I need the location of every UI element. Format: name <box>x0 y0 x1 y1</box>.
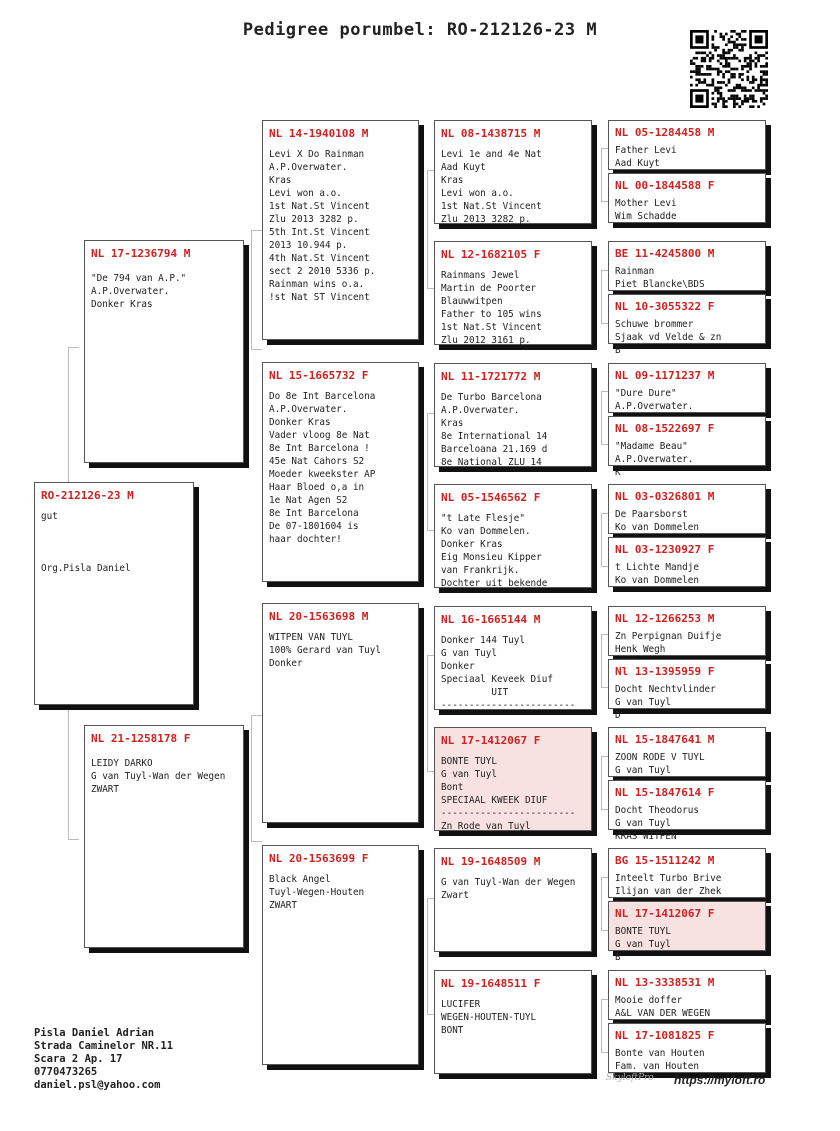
detail-line: Zlu 2013 3282 p. <box>441 214 531 225</box>
ring-number: NL 03-0326801 M <box>615 490 715 503</box>
pigeon-details <box>435 391 591 469</box>
detail-line: Donker Kras <box>91 299 153 310</box>
pigeon-details <box>435 876 591 902</box>
detail-line: !st Nat ST Vincent <box>269 292 370 303</box>
ring-number: NL 15-1847641 M <box>615 733 715 746</box>
detail-line: Zlu 2013 3282 p. <box>269 214 359 225</box>
detail-line: G van Tuyl <box>615 818 671 829</box>
detail-line: 1st Nat.St Vincent <box>269 201 370 212</box>
detail-line: Dochter uit bekende <box>441 578 548 589</box>
ring-number: NL 17-1236794 M <box>91 247 191 260</box>
pigeon-details <box>609 1047 765 1073</box>
detail-line: Donker Kras <box>269 417 331 428</box>
website-link[interactable]: https://myloft.ro <box>674 1073 766 1087</box>
detail-line: G van Tuyl <box>441 769 497 780</box>
detail-line: De Turbo Barcelona <box>441 392 542 403</box>
detail-line: Bont <box>441 782 464 793</box>
detail-line: Zn Rode van Tuyl <box>441 821 531 832</box>
detail-line: sect 2 2010 5336 p. <box>269 266 376 277</box>
detail-line: Barceloana 21.169 d <box>441 444 548 455</box>
detail-line: Kras <box>441 418 464 429</box>
sire-card[interactable] <box>84 240 244 463</box>
detail-line: Zlu 2012 3161 p. <box>441 335 531 346</box>
detail-line: Wim Schadde <box>615 211 677 222</box>
tree-connector <box>251 230 262 350</box>
detail-line: ZWART <box>269 900 297 911</box>
detail-line: Speciaal Keveek Diuf <box>441 674 553 685</box>
detail-line: "De 794 van A.P." <box>91 273 187 284</box>
great-great-grandparent-card[interactable] <box>608 241 766 291</box>
detail-line: Levi X Do Rainman <box>269 149 365 160</box>
ring-number: NL 20-1563698 M <box>269 610 369 623</box>
detail-line: ZWART <box>91 784 119 795</box>
great-great-grandparent-card[interactable] <box>608 780 766 842</box>
great-grandparent-card[interactable] <box>434 241 592 345</box>
detail-line: Father Levi <box>615 145 677 156</box>
grandparent-card[interactable] <box>262 603 419 823</box>
detail-line: WITPEN VAN TUYL <box>269 632 353 643</box>
pigeon-details <box>435 755 591 833</box>
detail-line: A&L VAN DER WEGEN <box>615 1008 711 1019</box>
detail-line: Zwart <box>441 890 469 901</box>
ring-number: NL 21-1258178 F <box>91 732 191 745</box>
detail-line: B <box>615 345 621 356</box>
ring-number: BG 15-1511242 M <box>615 854 715 867</box>
great-grandparent-card[interactable] <box>434 484 592 588</box>
ring-number: NL 15-1665732 F <box>269 369 369 382</box>
detail-line: 8e Int Barcelona <box>269 508 359 519</box>
detail-line: Inteelt Turbo Brive <box>615 873 722 884</box>
pigeon-details <box>609 197 765 223</box>
detail-line: G van Tuyl <box>615 765 671 776</box>
ring-number: NL 09-1171237 M <box>615 369 715 382</box>
ring-number: NL 19-1648509 M <box>441 855 541 868</box>
pigeon-details <box>85 272 243 311</box>
detail-line: 45e Nat Cahors S2 <box>269 456 365 467</box>
detail-line: 1e Nat Agen S2 <box>269 495 348 506</box>
great-great-grandparent-card[interactable] <box>608 901 766 963</box>
detail-line: Rainman <box>615 266 655 277</box>
detail-line: ZOON RODE V TUYL <box>615 752 705 763</box>
detail-line: BONT <box>441 1025 464 1036</box>
detail-line: 100% Gerard van Tuyl <box>269 645 381 656</box>
pigeon-details <box>609 561 765 587</box>
great-great-grandparent-card[interactable] <box>608 120 766 170</box>
detail-line: Haar Bloed o,a in <box>269 482 365 493</box>
great-great-grandparent-card[interactable] <box>608 970 766 1020</box>
great-great-grandparent-card[interactable] <box>608 537 766 587</box>
detail-line: 5th Int.St Vincent <box>269 227 370 238</box>
owner-line: Pisla Daniel Adrian <box>34 1027 155 1039</box>
detail-line: A.P.Overwater. <box>441 405 520 416</box>
detail-line: Black Angel <box>269 874 331 885</box>
detail-line: Ilijan van der Zhek <box>615 886 722 897</box>
signature: SkyloftPro <box>606 1073 654 1083</box>
great-great-grandparent-card[interactable] <box>608 606 766 656</box>
detail-line: Do 8e Int Barcelona <box>269 391 376 402</box>
detail-line: Docht Theodorus <box>615 805 699 816</box>
grandparent-card[interactable] <box>262 362 419 582</box>
detail-line: 8e National ZLU 14 <box>441 457 542 468</box>
ring-number: NL 13-3338531 M <box>615 976 715 989</box>
ring-number: NL 05-1284458 M <box>615 126 715 139</box>
pigeon-details <box>263 148 418 304</box>
detail-line: Levi won a.o. <box>269 188 342 199</box>
detail-line: Ko van Dommelen <box>615 575 699 586</box>
detail-line: "Dure Dure" <box>615 388 677 399</box>
detail-line: Rainmans Jewel <box>441 270 520 281</box>
detail-line: Zn Perpignan Duifje <box>615 631 722 642</box>
detail-line: "Madame Beau" <box>615 441 688 452</box>
pigeon-details <box>435 512 591 590</box>
detail-line: Donker 144 Tuyl <box>441 635 525 646</box>
detail-line: van Frankrijk. <box>441 565 520 576</box>
dam-card[interactable] <box>84 725 244 948</box>
owner-line: 0770473265 <box>34 1066 98 1078</box>
ring-number: NL 17-1412067 F <box>441 734 541 747</box>
great-great-grandparent-card[interactable] <box>608 659 766 721</box>
detail-line: 2013 10.944 p. <box>269 240 348 251</box>
detail-line: Henk Wegh <box>615 644 666 655</box>
detail-line: Donker Kras <box>441 539 503 550</box>
detail-line: gut <box>41 511 58 522</box>
detail-line: Moeder kweekster AP <box>269 469 376 480</box>
ring-number: Nl 13-1395959 F <box>615 665 715 678</box>
detail-line: Kras <box>269 175 292 186</box>
ring-number: NL 10-3055322 F <box>615 300 715 313</box>
detail-line: Mother Levi <box>615 198 677 209</box>
pigeon-details <box>85 757 243 796</box>
great-great-grandparent-card[interactable] <box>608 294 766 356</box>
ring-number: NL 08-1438715 M <box>441 127 541 140</box>
pigeon-details <box>435 998 591 1037</box>
pigeon-details <box>35 510 193 575</box>
great-grandparent-card[interactable] <box>434 120 592 224</box>
detail-line: Ko van Dommelen. <box>441 526 531 537</box>
pigeon-details <box>609 925 765 964</box>
ring-number: RO-212126-23 M <box>41 489 134 502</box>
great-great-grandparent-card[interactable] <box>608 416 766 478</box>
detail-line: Tuyl-Wegen-Houten <box>269 887 365 898</box>
detail-line: A.P.Overwater. <box>91 286 170 297</box>
ring-number: NL 11-1721772 M <box>441 370 541 383</box>
great-grandparent-card[interactable] <box>434 848 592 952</box>
owner-info <box>34 1027 173 1092</box>
detail-line: B <box>615 952 621 963</box>
great-great-grandparent-card[interactable] <box>608 848 766 898</box>
detail-line: Donker <box>441 661 475 672</box>
ring-number: NL 14-1940108 M <box>269 127 369 140</box>
ring-number: NL 00-1844588 F <box>615 179 715 192</box>
detail-line: Schuwe brommer <box>615 319 694 330</box>
ring-number: NL 12-1682105 F <box>441 248 541 261</box>
pigeon-details <box>435 634 591 712</box>
detail-line: K <box>615 467 621 478</box>
pigeon-details <box>263 873 418 912</box>
detail-line: "t Late Flesje" <box>441 513 525 524</box>
detail-line: Vader vloog 8e Nat <box>269 430 370 441</box>
detail-line: G van Tuyl-Wan der Wegen <box>441 877 576 888</box>
detail-line: BONTE TUYL <box>615 926 671 937</box>
detail-line: Sjaak vd Velde & zn <box>615 332 722 343</box>
detail-line: LEIDY DARKO <box>91 758 153 769</box>
detail-line: 1st Nat.St Vincent <box>441 322 542 333</box>
pigeon-details <box>435 148 591 226</box>
detail-line: De 07-1801604 is <box>269 521 359 532</box>
detail-line: Eig Monsieu Kipper <box>441 552 542 563</box>
grandparent-card[interactable] <box>262 845 419 1065</box>
detail-line: Docht Nechtvlinder <box>615 684 716 695</box>
detail-line: t Lichte Mandje <box>615 562 699 573</box>
detail-line: De Paarsborst <box>615 509 688 520</box>
detail-line: 8e Int Barcelona ! <box>269 443 370 454</box>
ring-number: NL 03-1230927 F <box>615 543 715 556</box>
detail-line: KRAS WITPEN <box>615 831 677 842</box>
ring-number: NL 08-1522697 F <box>615 422 715 435</box>
detail-line: Kras <box>441 175 464 186</box>
tree-connector <box>251 715 262 842</box>
qr-code-icon <box>690 30 768 108</box>
detail-line: Father to 105 wins <box>441 309 542 320</box>
detail-line: G van Tuyl <box>615 939 671 950</box>
pigeon-details <box>609 318 765 357</box>
detail-line: Fam. van Houten <box>615 1061 699 1072</box>
detail-line: Donker <box>269 658 303 669</box>
detail-line: D <box>615 710 621 721</box>
owner-line: Scara 2 Ap. 17 <box>34 1053 123 1065</box>
pigeon-details <box>609 440 765 479</box>
detail-line: ------------------------ <box>441 808 576 819</box>
detail-line: Ko van Dommelen <box>615 522 699 533</box>
detail-line <box>41 549 193 562</box>
grandparent-card[interactable] <box>262 120 419 340</box>
detail-line: LUCIFER <box>441 999 481 1010</box>
great-great-grandparent-card[interactable] <box>608 484 766 534</box>
ring-number: NL 19-1648511 F <box>441 977 541 990</box>
detail-line: WEGEN-HOUTEN-TUYL <box>441 1012 537 1023</box>
owner-line: daniel.psl@yahoo.com <box>34 1079 161 1091</box>
detail-line: Aad Kuyt <box>441 162 486 173</box>
detail-line: SPECIAAL KWEEK DIUF <box>441 795 548 806</box>
detail-line: Martin de Poorter <box>441 283 537 294</box>
great-grandparent-card[interactable] <box>434 606 592 710</box>
detail-line: ------------------------ <box>441 700 576 711</box>
detail-line: 8e International 14 <box>441 431 548 442</box>
detail-line: Org.Pisla Daniel <box>41 563 131 574</box>
detail-line: Aad Kuyt <box>615 158 660 169</box>
detail-line: UIT <box>441 687 509 698</box>
pigeon-details <box>435 269 591 347</box>
great-grandparent-card[interactable] <box>434 970 592 1074</box>
great-great-grandparent-card[interactable] <box>608 727 766 777</box>
ring-number: NL 05-1546562 F <box>441 491 541 504</box>
detail-line: Piet Blancke\BDS <box>615 279 705 290</box>
ring-number: NL 15-1847614 F <box>615 786 715 799</box>
detail-line: Mooie doffer <box>615 995 683 1006</box>
ring-number: BE 11-4245800 M <box>615 247 715 260</box>
ring-number: NL 17-1412067 F <box>615 907 715 920</box>
pigeon-details <box>609 683 765 722</box>
detail-line: A.P.Overwater. <box>269 404 348 415</box>
owner-line: Strada Caminelor NR.11 <box>34 1040 174 1052</box>
ring-number: NL 17-1081825 F <box>615 1029 715 1042</box>
detail-line: BONTE TUYL <box>441 756 497 767</box>
great-grandparent-card[interactable] <box>434 727 592 831</box>
ring-number: NL 12-1266253 M <box>615 612 715 625</box>
detail-line: 4th Nat.St Vincent <box>269 253 370 264</box>
detail-line: G van Tuyl-Wan der Wegen <box>91 771 226 782</box>
detail-line: G van Tuyl <box>615 697 671 708</box>
detail-line: A.P.Overwater. <box>615 454 694 465</box>
great-great-grandparent-card[interactable] <box>608 173 766 223</box>
detail-line: haar dochter! <box>269 534 342 545</box>
ring-number: NL 16-1665144 M <box>441 613 541 626</box>
detail-line: 1st Nat.St Vincent <box>441 201 542 212</box>
detail-line: Levi 1e and 4e Nat <box>441 149 542 160</box>
detail-line <box>41 523 193 536</box>
pigeon-details <box>263 390 418 546</box>
great-great-grandparent-card[interactable] <box>608 363 766 413</box>
subject-pigeon-card[interactable] <box>34 482 194 705</box>
ring-number: NL 20-1563699 F <box>269 852 369 865</box>
detail-line: Blauwwitpen <box>441 296 503 307</box>
detail-line: G van Tuyl <box>441 648 497 659</box>
detail-line: Rainman wins o.a. <box>269 279 365 290</box>
detail-line: A.P.Overwater. <box>615 401 694 412</box>
detail-line: Bonte van Houten <box>615 1048 705 1059</box>
pigeon-details <box>609 804 765 843</box>
detail-line: Levi won a.o. <box>441 188 514 199</box>
detail-line: A.P.Overwater. <box>269 162 348 173</box>
great-great-grandparent-card[interactable] <box>608 1023 766 1073</box>
detail-line <box>41 536 193 549</box>
pigeon-details <box>263 631 418 670</box>
page-title: Pedigree porumbel: RO-212126-23 M <box>242 20 598 40</box>
great-grandparent-card[interactable] <box>434 363 592 467</box>
